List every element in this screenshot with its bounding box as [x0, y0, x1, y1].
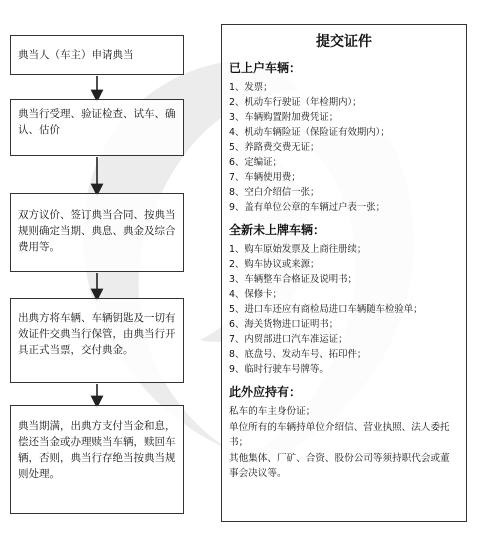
list-item: 7、车辆使用费；	[229, 172, 301, 183]
list-item: 2、购车协议或来源；	[229, 259, 320, 270]
list-item: 4、保修卡；	[229, 289, 282, 300]
list-item: 6、海关货物进口证明书；	[229, 319, 339, 330]
flow-step-4: 出典方将车辆、车辆钥匙及一切有效证件交典当行保管，由典当行开具正式当票，交付典金。	[10, 298, 184, 383]
additional-paragraph: 单位所有的车辆持单位介绍信、营业执照、法人委托书；	[229, 421, 450, 448]
list-item: 1、购车原始发票及上商往册续；	[229, 244, 367, 255]
registered-docs-list	[229, 80, 459, 215]
list-item: 8、底盘号、发动车号、拓印件；	[229, 349, 367, 360]
list-item: 5、进口车还应有商检局进口车辆随车检验单；	[229, 304, 423, 315]
list-item: 9、盖有单位公章的车辆过户表一张；	[229, 202, 385, 213]
additional-paragraph: 私车的车主身份证；	[229, 406, 316, 417]
list-item: 5、养路费交费无证；	[229, 142, 320, 153]
flow-step-3: 双方议价、签订典当合同、按典当规则确定当期、典息、典金及综合费用等。	[10, 193, 184, 272]
flow-step-2: 典当行受理、验证检查、试车、确认、估价	[10, 99, 184, 156]
documents-panel	[221, 24, 467, 522]
list-item: 4、机动车辆险证（保险证有效期内）；	[229, 127, 390, 138]
new-vehicle-docs-list	[229, 242, 459, 377]
list-item: 2、机动车行驶证（年检期内）；	[229, 97, 362, 108]
section-additional-title: 此外应持有：	[229, 385, 302, 399]
list-item: 3、车辆整车合格证及说明书；	[229, 274, 357, 285]
section-new-title: 全新未上牌车辆：	[229, 223, 326, 237]
list-item: 1、发票；	[229, 82, 273, 93]
flow-step-1: 典当人（车主）申请典当	[10, 35, 184, 75]
panel-title: 提交证件	[316, 34, 372, 50]
list-item: 6、定编证；	[229, 157, 282, 168]
section-registered-title: 已上户车辆：	[229, 61, 302, 75]
list-item: 8、空白介绍信一张；	[229, 187, 320, 198]
list-item: 9、临时行驶车号牌等。	[229, 364, 329, 375]
list-item: 3、车辆购置附加费凭证；	[229, 112, 339, 123]
flow-step-5: 典当期满，出典方支付当金和息，偿还当金或办理赎当车辆，赎回车辆，否则，典当行存绝当按典当规则处理。	[10, 405, 184, 514]
list-item: 7、内贸部进口汽车准运证；	[229, 334, 348, 345]
additional-paragraph: 其他集体、厂矿、合资、股份公司等须持职代会或董事会决议等。	[229, 452, 450, 479]
